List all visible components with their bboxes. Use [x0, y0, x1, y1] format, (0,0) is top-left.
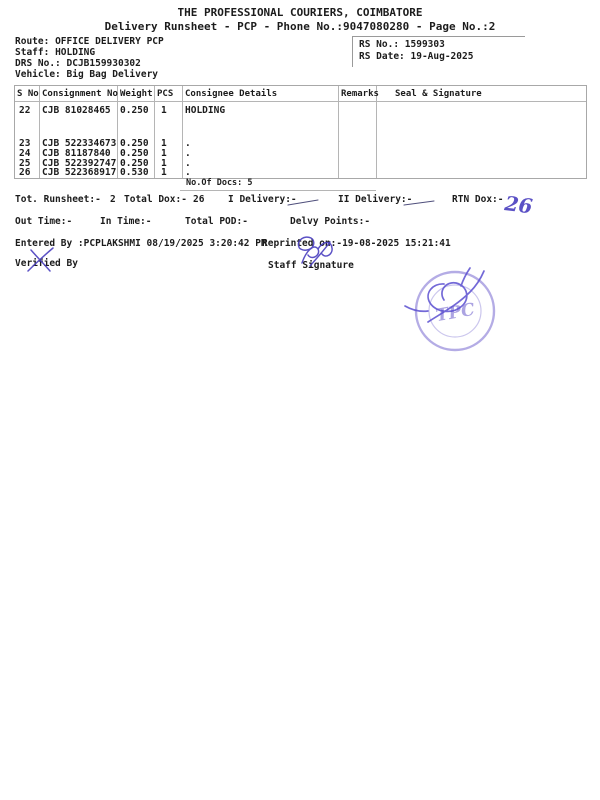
route-label: Route: — [15, 36, 50, 47]
out-time-label: Out Time:- — [15, 216, 73, 227]
docs-note-rule — [180, 190, 376, 191]
drs-value: DCJB159930302 — [66, 58, 141, 69]
rs-info-box — [352, 36, 525, 67]
cell-sno: 25 — [19, 158, 31, 169]
cell-weight: 0.530 — [120, 167, 149, 178]
total-pod-label: Total POD:- — [185, 216, 248, 227]
table-border-vertical — [182, 86, 183, 178]
col-header-seal: Seal & Signature — [395, 89, 482, 99]
rs-no-line — [359, 39, 445, 50]
cell-pcs: 1 — [161, 167, 167, 178]
route-line — [15, 36, 164, 47]
rtn-dox-label: RTN Dox:- — [452, 194, 504, 205]
total-dox-label: Total Dox:- — [124, 194, 187, 205]
cell-pcs: 1 — [161, 105, 167, 116]
table-border-vertical — [338, 86, 339, 178]
cell-pcs: 1 — [161, 148, 167, 159]
cell-consignee: . — [185, 167, 191, 178]
stamp-signature-ink — [405, 268, 484, 322]
cell-consignee: . — [185, 138, 191, 149]
cell-consignment: CJB 522368917 — [42, 167, 117, 178]
entered-by-line: Entered By :PCPLAKSHMI 08/19/2025 3:20:42 PM — [15, 238, 267, 249]
tot-runsheet-label: Tot. Runsheet:- — [15, 194, 101, 205]
tot-runsheet-value: 2 — [110, 194, 116, 205]
drs-label: DRS No.: — [15, 58, 61, 69]
rs-date-value: 19-Aug-2025 — [410, 51, 474, 62]
col-header-pcs: PCS — [157, 89, 174, 99]
cell-consignment: CJB 81028465 — [42, 105, 111, 116]
delvy-points-label: Delvy Points:- — [290, 216, 371, 227]
company-title: THE PROFESSIONAL COURIERS, COIMBATORE — [177, 6, 423, 19]
route-value: OFFICE DELIVERY PCP — [55, 36, 164, 47]
table-header-rule — [15, 101, 586, 102]
rs-date-label: RS Date: — [359, 51, 405, 62]
drs-line — [15, 58, 141, 69]
docs-count-note: No.Of Docs: 5 — [186, 178, 253, 188]
staff-signature-label: Staff Signature — [268, 260, 354, 271]
vehicle-label: Vehicle: — [15, 69, 61, 80]
cell-consignee: HOLDING — [185, 105, 226, 116]
stamp-outer-ring — [416, 272, 494, 350]
table-border-vertical — [376, 86, 377, 178]
cell-weight: 0.250 — [120, 158, 149, 169]
total-dox-value: 26 — [193, 194, 205, 205]
verified-by-label: Verified By — [15, 258, 78, 269]
table-border-vertical — [154, 86, 155, 178]
col-header-weight: Weight — [120, 89, 153, 99]
rs-no-value: 1599303 — [404, 39, 445, 50]
stamp-monogram: TPC — [434, 299, 477, 327]
rtn-dox-handwritten-value: 26 — [503, 191, 534, 219]
ii-delivery-label: II Delivery:- — [338, 194, 413, 205]
cell-weight: 0.250 — [120, 148, 149, 159]
rs-date-line — [359, 51, 473, 62]
staff-value: HOLDING — [55, 47, 96, 58]
cell-weight: 0.250 — [120, 138, 149, 149]
col-header-consignee: Consignee Details — [185, 89, 278, 99]
cell-consignment: CJB 522334673 — [42, 138, 117, 149]
cell-consignee: . — [185, 158, 191, 169]
courier-stamp — [405, 268, 494, 350]
vehicle-line — [15, 69, 158, 80]
cell-pcs: 1 — [161, 158, 167, 169]
in-time-label: In Time:- — [100, 216, 152, 227]
cell-sno: 23 — [19, 138, 31, 149]
cell-sno: 22 — [19, 105, 31, 116]
cell-consignee: . — [185, 148, 191, 159]
col-header-consignment: Consignment No — [42, 89, 118, 99]
document-title-line: Delivery Runsheet - PCP - Phone No.:9047080280 - Page No.:2 — [104, 20, 496, 33]
staff-label: Staff: — [15, 47, 50, 58]
table-border-vertical — [39, 86, 40, 178]
cell-sno: 26 — [19, 167, 31, 178]
reprinted-on-line: Reprinted on:-19-08-2025 15:21:41 — [262, 238, 451, 249]
cell-sno: 24 — [19, 148, 31, 159]
cell-consignment: CJB 81187840 — [42, 148, 111, 159]
cell-weight: 0.250 — [120, 105, 149, 116]
consignment-table — [14, 85, 587, 179]
col-header-sno: S No — [17, 89, 39, 99]
table-border-vertical — [117, 86, 118, 178]
staff-line — [15, 47, 95, 58]
col-header-remarks: Remarks — [341, 89, 379, 99]
stamp-inner-ring — [429, 285, 481, 337]
i-delivery-label: I Delivery:- — [228, 194, 297, 205]
cell-consignment: CJB 522392747 — [42, 158, 117, 169]
vehicle-value: Big Bag Delivery — [66, 69, 159, 80]
rs-no-label: RS No.: — [359, 39, 400, 50]
cell-pcs: 1 — [161, 138, 167, 149]
